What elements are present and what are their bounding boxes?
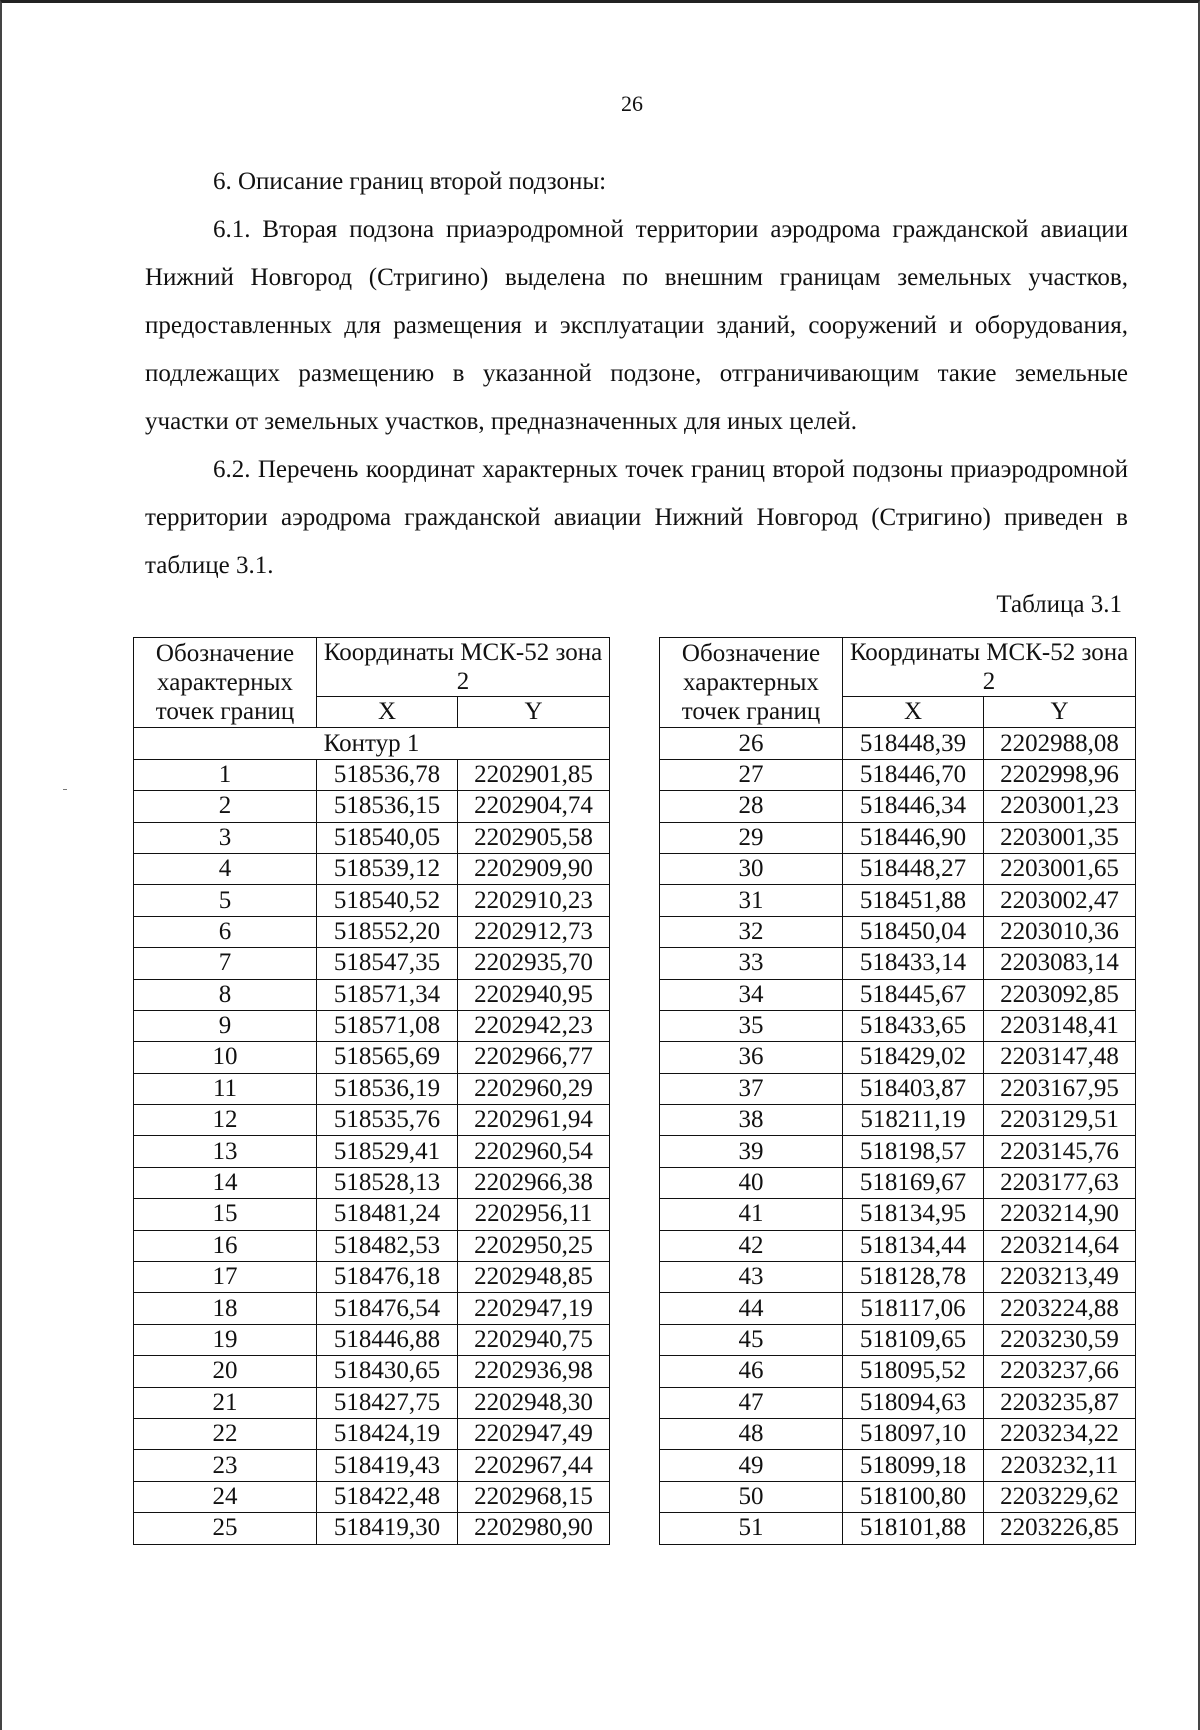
point-number-cell: 51 [660, 1513, 843, 1544]
point-number-cell: 26 [660, 728, 843, 759]
point-number-cell: 25 [134, 1513, 317, 1544]
y-coordinate-cell: 2202942,23 [458, 1010, 610, 1041]
y-coordinate-cell: 2203145,76 [984, 1136, 1136, 1167]
point-number-cell: 21 [134, 1387, 317, 1418]
point-number-cell: 24 [134, 1481, 317, 1512]
table-body-right [660, 728, 1136, 1544]
y-coordinate-cell: 2202947,49 [458, 1418, 610, 1449]
x-coordinate-cell: 518446,70 [843, 759, 984, 790]
table-row [660, 1105, 1136, 1136]
table-row [660, 1042, 1136, 1073]
point-number-cell: 13 [134, 1136, 317, 1167]
point-number-cell: 38 [660, 1105, 843, 1136]
point-number-cell: 39 [660, 1136, 843, 1167]
y-coordinate-cell: 2203229,62 [984, 1481, 1136, 1512]
x-coordinate-cell: 518109,65 [843, 1324, 984, 1355]
y-coordinate-cell: 2202967,44 [458, 1450, 610, 1481]
y-coordinate-cell: 2203177,63 [984, 1167, 1136, 1198]
y-coordinate-cell: 2203234,22 [984, 1418, 1136, 1449]
x-coordinate-cell: 518446,88 [317, 1324, 458, 1355]
point-number-cell: 49 [660, 1450, 843, 1481]
x-coordinate-cell: 518099,18 [843, 1450, 984, 1481]
x-coordinate-cell: 518476,18 [317, 1262, 458, 1293]
point-number-cell: 11 [134, 1073, 317, 1104]
header-point-designation: Обозначение характерных точек границ [660, 638, 843, 728]
contour-label: Контур 1 [134, 728, 610, 759]
point-number-cell: 29 [660, 822, 843, 853]
point-number-cell: 23 [134, 1450, 317, 1481]
y-coordinate-cell: 2203092,85 [984, 979, 1136, 1010]
y-coordinate-cell: 2203147,48 [984, 1042, 1136, 1073]
y-coordinate-cell: 2202998,96 [984, 759, 1136, 790]
y-coordinate-cell: 2202905,58 [458, 822, 610, 853]
point-number-cell: 33 [660, 948, 843, 979]
y-coordinate-cell: 2203235,87 [984, 1387, 1136, 1418]
table-row [134, 979, 610, 1010]
x-coordinate-cell: 518094,63 [843, 1387, 984, 1418]
header-x: X [317, 697, 458, 728]
point-number-cell: 47 [660, 1387, 843, 1418]
header-x: X [843, 697, 984, 728]
y-coordinate-cell: 2203010,36 [984, 916, 1136, 947]
x-coordinate-cell: 518540,05 [317, 822, 458, 853]
table-row [660, 1073, 1136, 1104]
x-coordinate-cell: 518128,78 [843, 1262, 984, 1293]
y-coordinate-cell: 2202948,85 [458, 1262, 610, 1293]
point-number-cell: 7 [134, 948, 317, 979]
x-coordinate-cell: 518419,43 [317, 1450, 458, 1481]
x-coordinate-cell: 518536,19 [317, 1073, 458, 1104]
table-row [660, 1513, 1136, 1544]
y-coordinate-cell: 2202909,90 [458, 853, 610, 884]
table-row [134, 1293, 610, 1324]
section-heading: 6. Описание границ второй подзоны: [213, 168, 607, 195]
y-coordinate-cell: 2203148,41 [984, 1010, 1136, 1041]
table-row [134, 1481, 610, 1512]
table-row [660, 1010, 1136, 1041]
y-coordinate-cell: 2202935,70 [458, 948, 610, 979]
y-coordinate-cell: 2202940,75 [458, 1324, 610, 1355]
y-coordinate-cell: 2203213,49 [984, 1262, 1136, 1293]
x-coordinate-cell: 518419,30 [317, 1513, 458, 1544]
x-coordinate-cell: 518198,57 [843, 1136, 984, 1167]
y-coordinate-cell: 2202960,54 [458, 1136, 610, 1167]
point-number-cell: 44 [660, 1293, 843, 1324]
x-coordinate-cell: 518429,02 [843, 1042, 984, 1073]
y-coordinate-cell: 2203001,23 [984, 791, 1136, 822]
table-row [134, 1230, 610, 1261]
body-text [145, 158, 1128, 590]
table-row [134, 1105, 610, 1136]
y-coordinate-cell: 2202936,98 [458, 1356, 610, 1387]
y-coordinate-cell: 2202904,74 [458, 791, 610, 822]
y-coordinate-cell: 2202966,77 [458, 1042, 610, 1073]
y-coordinate-cell: 2202901,85 [458, 759, 610, 790]
table-row [134, 948, 610, 979]
table-caption: Таблица 3.1 [996, 591, 1122, 618]
x-coordinate-cell: 518482,53 [317, 1230, 458, 1261]
paragraph-6-1: 6.1. Вторая подзона приаэродромной территории аэродрома гражданской авиации Нижний Новгород (Стригино) выделена по внешним границам земельных участков, предоставленных для размещения и эксплуатации зданий, сооружений и оборудования, подлежащих размещению в указанной подзоне, отграничивающим такие земельные участки от земельных участков, предназначенных для иных целей. [145, 216, 1128, 435]
x-coordinate-cell: 518101,88 [843, 1513, 984, 1544]
x-coordinate-cell: 518476,54 [317, 1293, 458, 1324]
x-coordinate-cell: 518450,04 [843, 916, 984, 947]
point-number-cell: 30 [660, 853, 843, 884]
x-coordinate-cell: 518169,67 [843, 1167, 984, 1198]
point-number-cell: 28 [660, 791, 843, 822]
table-row [660, 916, 1136, 947]
y-coordinate-cell: 2203226,85 [984, 1513, 1136, 1544]
table-row [134, 853, 610, 884]
y-coordinate-cell: 2203001,65 [984, 853, 1136, 884]
point-number-cell: 41 [660, 1199, 843, 1230]
y-coordinate-cell: 2202950,25 [458, 1230, 610, 1261]
table-row [134, 916, 610, 947]
y-coordinate-cell: 2202948,30 [458, 1387, 610, 1418]
point-number-cell: 22 [134, 1418, 317, 1449]
point-number-cell: 36 [660, 1042, 843, 1073]
table-row [134, 1513, 610, 1544]
point-number-cell: 14 [134, 1167, 317, 1198]
point-number-cell: 43 [660, 1262, 843, 1293]
table-row [134, 822, 610, 853]
table-row [134, 1073, 610, 1104]
x-coordinate-cell: 518433,14 [843, 948, 984, 979]
point-number-cell: 9 [134, 1010, 317, 1041]
y-coordinate-cell: 2202947,19 [458, 1293, 610, 1324]
point-number-cell: 17 [134, 1262, 317, 1293]
table-row [660, 885, 1136, 916]
table-row [660, 1356, 1136, 1387]
table-row [134, 885, 610, 916]
table-row [660, 853, 1136, 884]
x-coordinate-cell: 518535,76 [317, 1105, 458, 1136]
point-number-cell: 50 [660, 1481, 843, 1512]
margin-mark [63, 789, 67, 790]
table-row [134, 1167, 610, 1198]
table-row [660, 1481, 1136, 1512]
x-coordinate-cell: 518448,27 [843, 853, 984, 884]
header-coordinates: Координаты МСК-52 зона 2 [843, 638, 1136, 697]
point-number-cell: 18 [134, 1293, 317, 1324]
x-coordinate-cell: 518539,12 [317, 853, 458, 884]
table-row [134, 1136, 610, 1167]
table-row [660, 728, 1136, 759]
y-coordinate-cell: 2203214,90 [984, 1199, 1136, 1230]
x-coordinate-cell: 518445,67 [843, 979, 984, 1010]
point-number-cell: 1 [134, 759, 317, 790]
point-number-cell: 42 [660, 1230, 843, 1261]
point-number-cell: 16 [134, 1230, 317, 1261]
coordinates-table-right [659, 637, 1136, 1545]
point-number-cell: 19 [134, 1324, 317, 1355]
x-coordinate-cell: 518427,75 [317, 1387, 458, 1418]
y-coordinate-cell: 2202940,95 [458, 979, 610, 1010]
y-coordinate-cell: 2203214,64 [984, 1230, 1136, 1261]
y-coordinate-cell: 2203002,47 [984, 885, 1136, 916]
point-number-cell: 31 [660, 885, 843, 916]
y-coordinate-cell: 2202956,11 [458, 1199, 610, 1230]
point-number-cell: 2 [134, 791, 317, 822]
table-row [660, 1324, 1136, 1355]
table-row [134, 791, 610, 822]
page-number: 26 [621, 91, 643, 116]
y-coordinate-cell: 2203001,35 [984, 822, 1136, 853]
point-number-cell: 8 [134, 979, 317, 1010]
y-coordinate-cell: 2202980,90 [458, 1513, 610, 1544]
x-coordinate-cell: 518433,65 [843, 1010, 984, 1041]
paragraph-6-2: 6.2. Перечень координат характерных точек границ второй подзоны приаэродромной территории аэродрома гражданской авиации Нижний Новгород (Стригино) приведен в таблице 3.1. [145, 456, 1128, 579]
point-number-cell: 32 [660, 916, 843, 947]
y-coordinate-cell: 2202988,08 [984, 728, 1136, 759]
x-coordinate-cell: 518565,69 [317, 1042, 458, 1073]
table-row [660, 948, 1136, 979]
table-row [134, 1042, 610, 1073]
x-coordinate-cell: 518481,24 [317, 1199, 458, 1230]
table-row [660, 1199, 1136, 1230]
y-coordinate-cell: 2202912,73 [458, 916, 610, 947]
point-number-cell: 45 [660, 1324, 843, 1355]
table-row [134, 1387, 610, 1418]
y-coordinate-cell: 2203167,95 [984, 1073, 1136, 1104]
table-row [134, 1356, 610, 1387]
x-coordinate-cell: 518536,78 [317, 759, 458, 790]
x-coordinate-cell: 518446,34 [843, 791, 984, 822]
table-row [660, 1450, 1136, 1481]
table-row [134, 1199, 610, 1230]
point-number-cell: 15 [134, 1199, 317, 1230]
table-row [134, 1262, 610, 1293]
y-coordinate-cell: 2203232,11 [984, 1450, 1136, 1481]
header-y: Y [458, 697, 610, 728]
x-coordinate-cell: 518540,52 [317, 885, 458, 916]
x-coordinate-cell: 518552,20 [317, 916, 458, 947]
x-coordinate-cell: 518451,88 [843, 885, 984, 916]
point-number-cell: 6 [134, 916, 317, 947]
point-number-cell: 37 [660, 1073, 843, 1104]
y-coordinate-cell: 2202966,38 [458, 1167, 610, 1198]
x-coordinate-cell: 518422,48 [317, 1481, 458, 1512]
point-number-cell: 34 [660, 979, 843, 1010]
x-coordinate-cell: 518430,65 [317, 1356, 458, 1387]
table-row [134, 1010, 610, 1041]
x-coordinate-cell: 518446,90 [843, 822, 984, 853]
y-coordinate-cell: 2202910,23 [458, 885, 610, 916]
x-coordinate-cell: 518571,34 [317, 979, 458, 1010]
coordinates-table-left [133, 637, 610, 1545]
x-coordinate-cell: 518097,10 [843, 1418, 984, 1449]
table-row [660, 979, 1136, 1010]
table-row [660, 1387, 1136, 1418]
y-coordinate-cell: 2203129,51 [984, 1105, 1136, 1136]
table-row [660, 1230, 1136, 1261]
table-row [660, 822, 1136, 853]
y-coordinate-cell: 2202968,15 [458, 1481, 610, 1512]
y-coordinate-cell: 2203224,88 [984, 1293, 1136, 1324]
table-row [660, 1418, 1136, 1449]
x-coordinate-cell: 518536,15 [317, 791, 458, 822]
y-coordinate-cell: 2203237,66 [984, 1356, 1136, 1387]
point-number-cell: 27 [660, 759, 843, 790]
x-coordinate-cell: 518134,44 [843, 1230, 984, 1261]
point-number-cell: 48 [660, 1418, 843, 1449]
x-coordinate-cell: 518095,52 [843, 1356, 984, 1387]
point-number-cell: 4 [134, 853, 317, 884]
x-coordinate-cell: 518211,19 [843, 1105, 984, 1136]
table-row [134, 1418, 610, 1449]
point-number-cell: 40 [660, 1167, 843, 1198]
table-row [134, 1324, 610, 1355]
point-number-cell: 12 [134, 1105, 317, 1136]
header-point-designation: Обозначение характерных точек границ [134, 638, 317, 728]
table-body-left [134, 728, 610, 1544]
point-number-cell: 46 [660, 1356, 843, 1387]
point-number-cell: 10 [134, 1042, 317, 1073]
header-y: Y [984, 697, 1136, 728]
table-row [660, 1167, 1136, 1198]
table-row [660, 1136, 1136, 1167]
table-row [134, 1450, 610, 1481]
y-coordinate-cell: 2203230,59 [984, 1324, 1136, 1355]
point-number-cell: 3 [134, 822, 317, 853]
x-coordinate-cell: 518547,35 [317, 948, 458, 979]
y-coordinate-cell: 2203083,14 [984, 948, 1136, 979]
x-coordinate-cell: 518100,80 [843, 1481, 984, 1512]
x-coordinate-cell: 518529,41 [317, 1136, 458, 1167]
x-coordinate-cell: 518424,19 [317, 1418, 458, 1449]
y-coordinate-cell: 2202961,94 [458, 1105, 610, 1136]
table-row [660, 759, 1136, 790]
x-coordinate-cell: 518571,08 [317, 1010, 458, 1041]
x-coordinate-cell: 518117,06 [843, 1293, 984, 1324]
x-coordinate-cell: 518134,95 [843, 1199, 984, 1230]
table-row [660, 1262, 1136, 1293]
table-row [660, 791, 1136, 822]
x-coordinate-cell: 518528,13 [317, 1167, 458, 1198]
table-row [660, 1293, 1136, 1324]
point-number-cell: 5 [134, 885, 317, 916]
x-coordinate-cell: 518403,87 [843, 1073, 984, 1104]
point-number-cell: 20 [134, 1356, 317, 1387]
table-row [134, 759, 610, 790]
header-coordinates: Координаты МСК-52 зона 2 [317, 638, 610, 697]
y-coordinate-cell: 2202960,29 [458, 1073, 610, 1104]
x-coordinate-cell: 518448,39 [843, 728, 984, 759]
point-number-cell: 35 [660, 1010, 843, 1041]
